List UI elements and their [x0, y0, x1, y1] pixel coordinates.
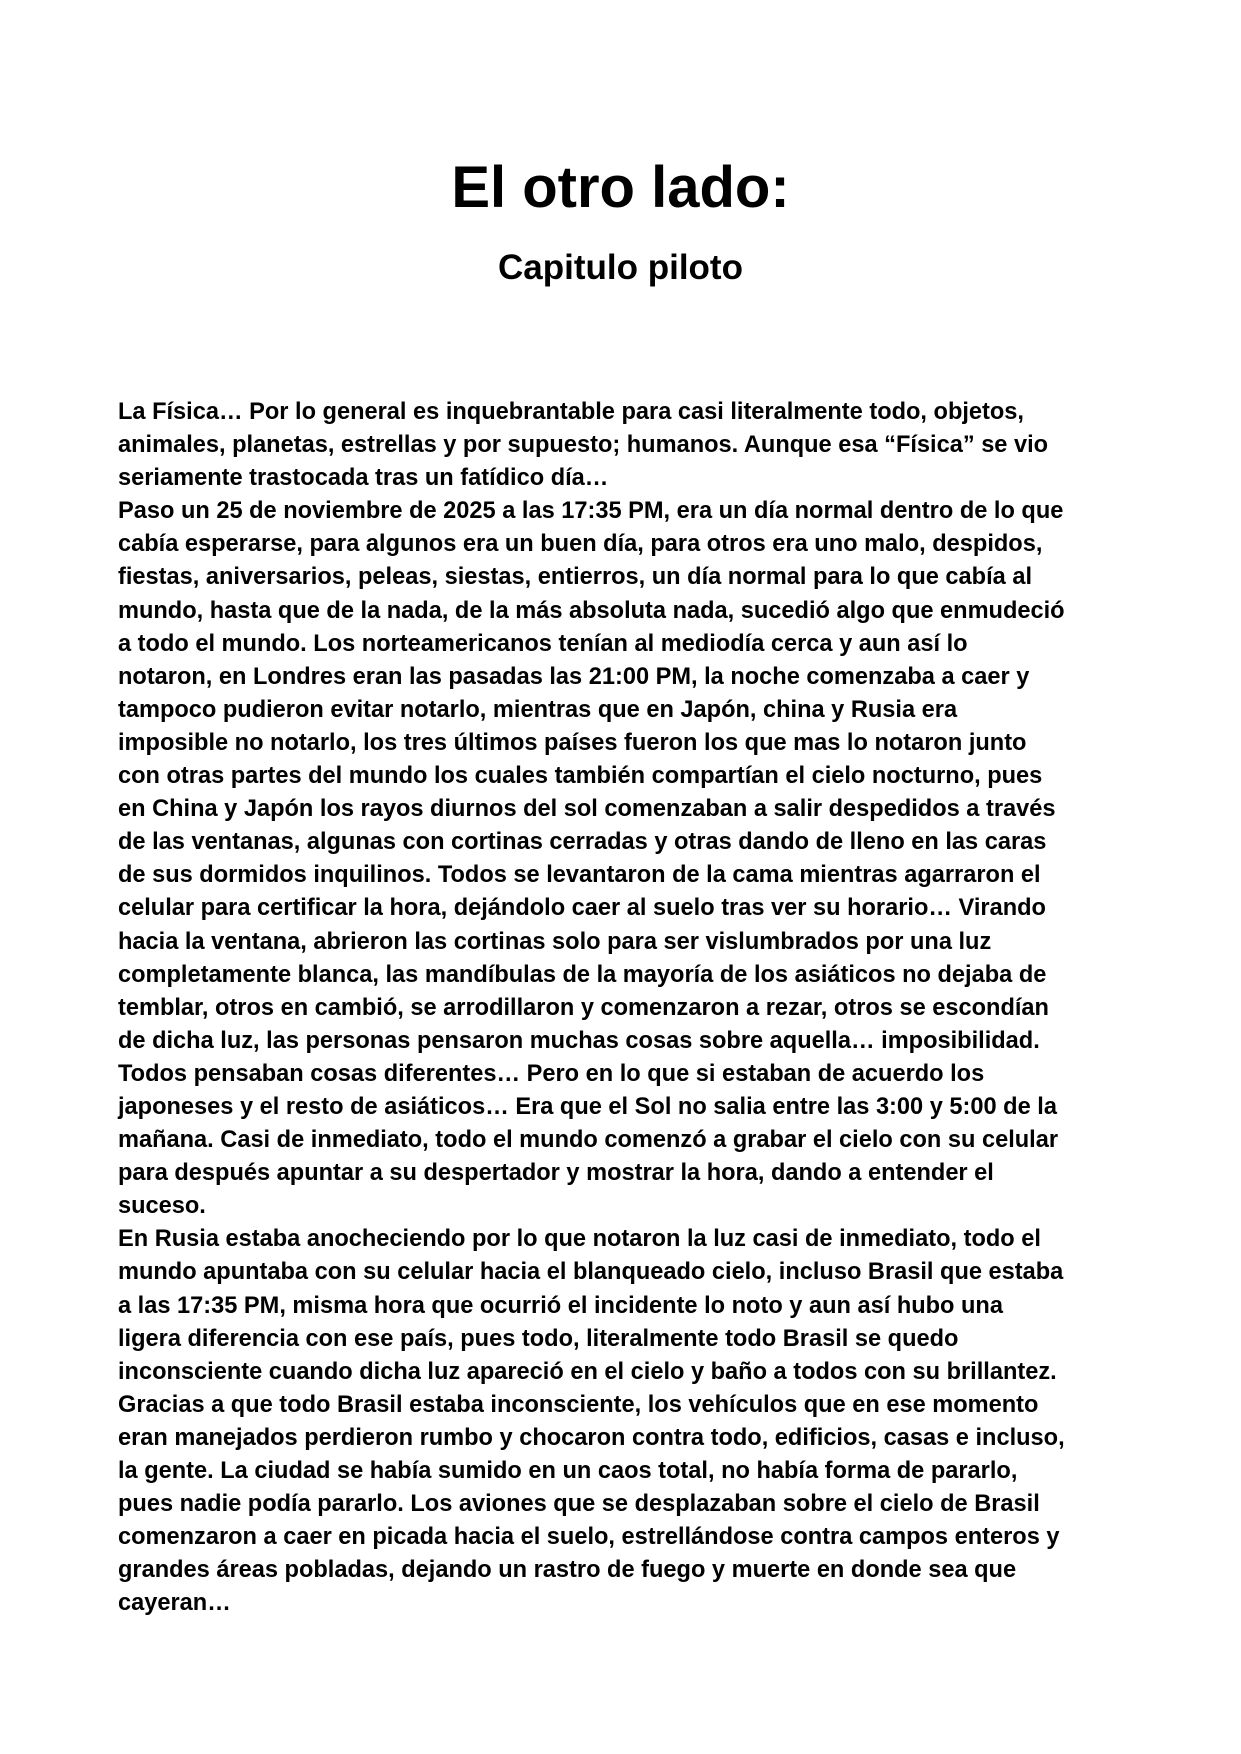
text-line: La Física… Por lo general es inquebrantable para casi literalmente todo, objetos,	[118, 399, 1024, 425]
text-line: seriamente trastocada tras un fatídico día…	[118, 465, 609, 492]
text-line: de las ventanas, algunas con cortinas cerradas y otras dando de lleno en las caras	[118, 829, 1047, 856]
text-line: para después apuntar a su despertador y mostrar la hora, dando a entender el	[118, 1160, 994, 1187]
text-line: eran manejados perdieron rumbo y chocaron contra todo, edificios, casas e incluso,	[118, 1424, 1065, 1451]
page-title: El otro lado:	[451, 155, 790, 220]
page-subtitle: Capitulo piloto	[498, 248, 743, 287]
text-line: inconsciente cuando dicha luz apareció en el cielo y baño a todos con su brillantez.	[118, 1358, 1057, 1385]
text-line: cabía esperarse, para algunos era un buen día, para otros era uno malo, despidos,	[118, 531, 1043, 558]
text-line: temblar, otros en cambió, se arrodillaron y comenzaron a rezar, otros se escondían	[118, 994, 1049, 1021]
text-line: de dicha luz, las personas pensaron muchas cosas sobre aquella… imposibilidad.	[118, 1027, 1040, 1054]
text-line: mundo apuntaba con su celular hacia el blanqueado cielo, incluso Brasil que estaba	[118, 1259, 1064, 1286]
text-line: a todo el mundo. Los norteamericanos tenían al mediodía cerca y aun así lo	[118, 630, 968, 657]
text-line: fiestas, aniversarios, peleas, siestas, entierros, un día normal para lo que cabía al	[118, 564, 1032, 591]
text-line: notaron, en Londres eran las pasadas las 21:00 PM, la noche comenzaba a caer y	[118, 663, 1030, 690]
body-text	[118, 396, 1128, 1620]
text-line: celular para certificar la hora, dejándolo caer al suelo tras ver su horario… Virando	[118, 895, 1046, 922]
text-line: mañana. Casi de inmediato, todo el mundo comenzó a grabar el cielo con su celular	[118, 1127, 1059, 1154]
text-line: Gracias a que todo Brasil estaba inconsciente, los vehículos que en ese momento	[118, 1391, 1039, 1418]
text-line: completamente blanca, las mandíbulas de la mayoría de los asiáticos no dejaba de	[118, 961, 1047, 988]
text-line: Paso un 25 de noviembre de 2025 a las 17:35 PM, era un día normal dentro de lo que	[118, 498, 1064, 525]
text-line: ligera diferencia con ese país, pues todo, literalmente todo Brasil se quedo	[118, 1325, 959, 1352]
text-line: grandes áreas pobladas, dejando un rastro de fuego y muerte en donde sea que	[118, 1557, 1017, 1584]
text-line: mundo, hasta que de la nada, de la más absoluta nada, sucedió algo que enmudeció	[118, 597, 1065, 624]
text-line: a las 17:35 PM, misma hora que ocurrió el incidente lo noto y aun así hubo una	[118, 1292, 1003, 1319]
text-line: En Rusia estaba anocheciendo por lo que notaron la luz casi de inmediato, todo el	[118, 1226, 1041, 1253]
text-line: imposible no notarlo, los tres últimos países fueron los que mas lo notaron junto	[118, 729, 1027, 756]
text-line: Todos pensaban cosas diferentes… Pero en lo que si estaban de acuerdo los	[118, 1060, 985, 1087]
text-line: japoneses y el resto de asiáticos… Era que el Sol no salia entre las 3:00 y 5:00 de la	[118, 1093, 1057, 1120]
text-line: pues nadie podía pararlo. Los aviones que se desplazaban sobre el cielo de Brasil	[118, 1491, 1040, 1518]
text-line: comenzaron a caer en picada hacia el suelo, estrellándose contra campos enteros y	[118, 1524, 1060, 1551]
text-line: en China y Japón los rayos diurnos del sol comenzaban a salir despedidos a través	[118, 796, 1056, 823]
text-line: suceso.	[118, 1193, 206, 1220]
text-line: cayeran…	[118, 1590, 231, 1617]
text-line: tampoco pudieron evitar notarlo, mientras que en Japón, china y Rusia era	[118, 696, 958, 723]
text-line: con otras partes del mundo los cuales también compartían el cielo nocturno, pues	[118, 763, 1043, 790]
text-line: la gente. La ciudad se había sumido en un caos total, no había forma de pararlo,	[118, 1458, 1018, 1484]
text-line: animales, planetas, estrellas y por supuesto; humanos. Aunque esa “Física” se vio	[118, 432, 1049, 459]
text-line: hacia la ventana, abrieron las cortinas solo para ser vislumbrados por una luz	[118, 928, 992, 955]
text-line: de sus dormidos inquilinos. Todos se levantaron de la cama mientras agarraron el	[118, 862, 1041, 889]
